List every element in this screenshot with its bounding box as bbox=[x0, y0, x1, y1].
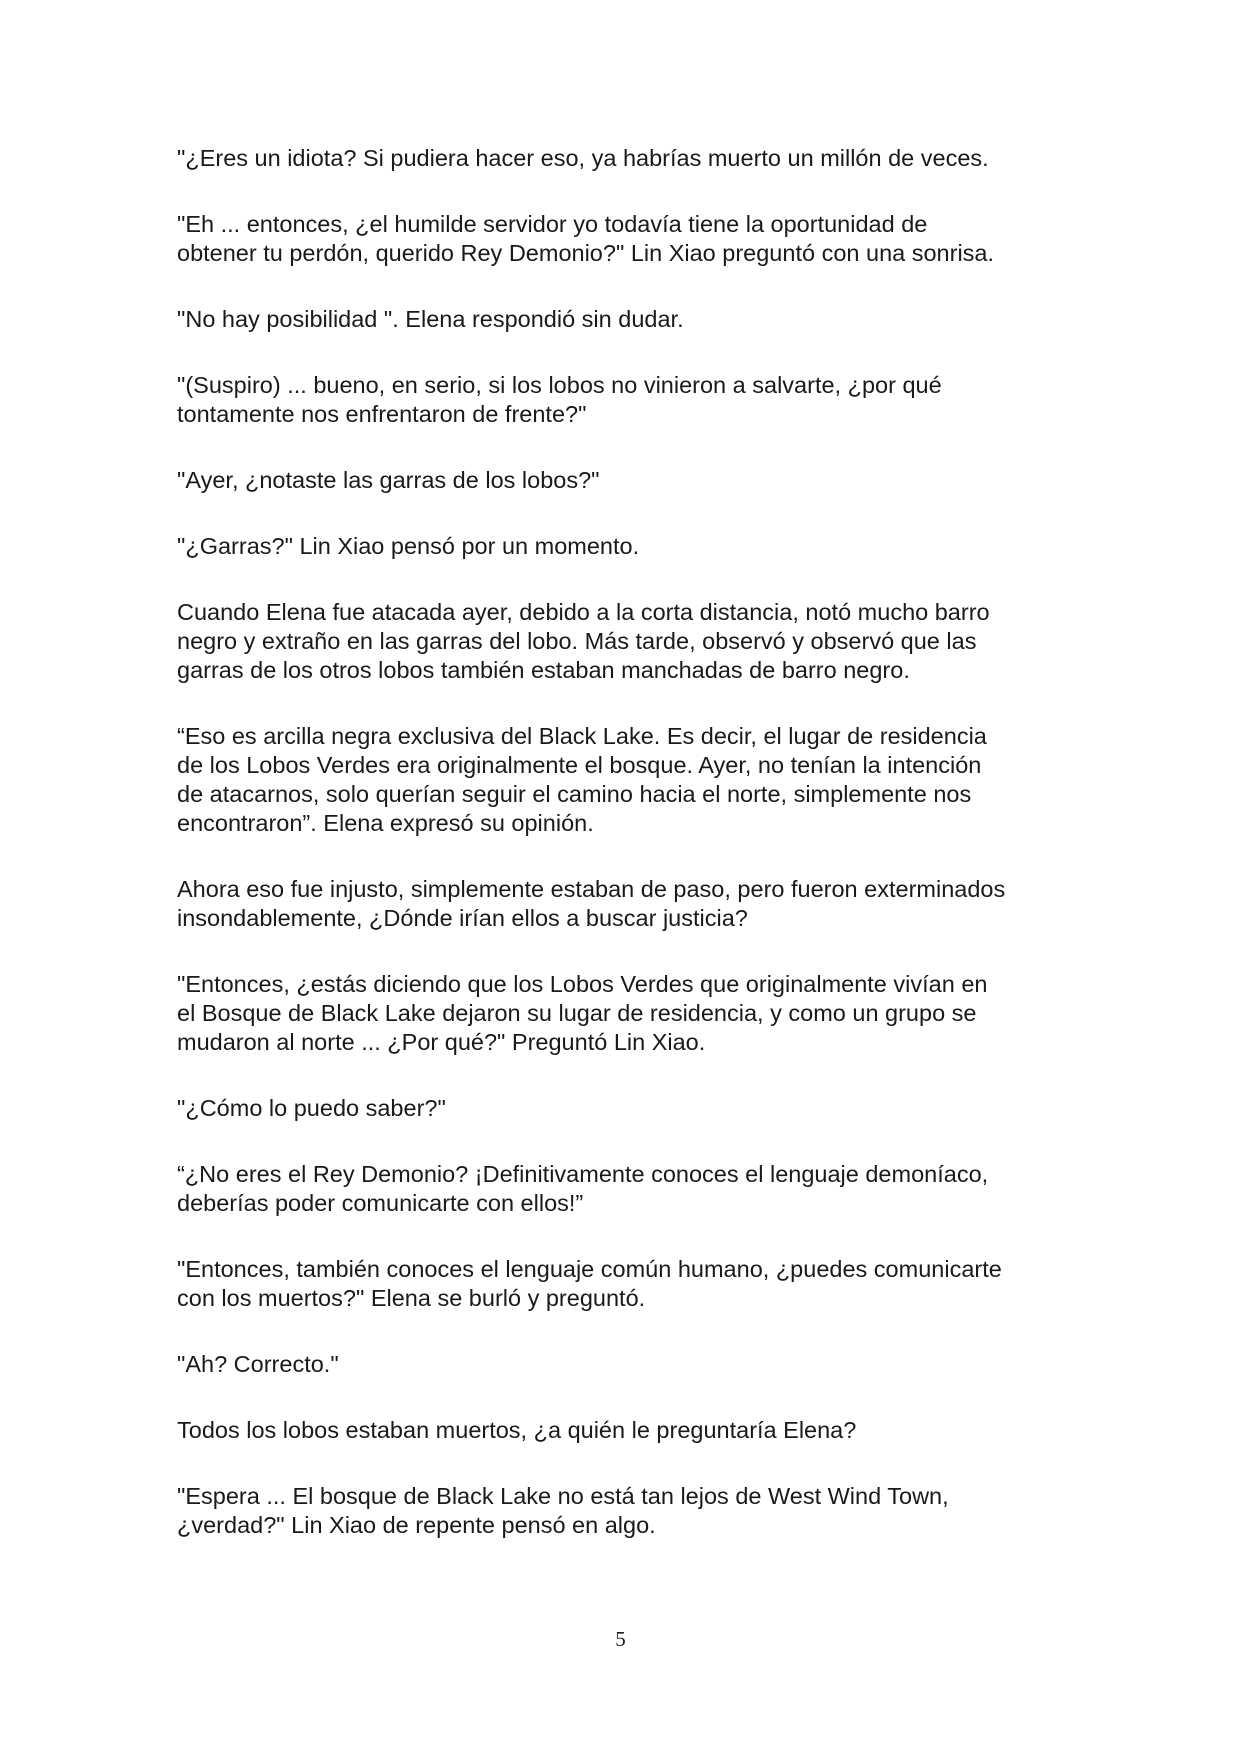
paragraph: Ahora eso fue injusto, simplemente estaban de paso, pero fueron exterminados insondablemente, ¿Dónde irían ellos a buscar justicia? bbox=[177, 876, 1006, 931]
paragraph: "Entonces, también conoces el lenguaje común humano, ¿puedes comunicarte con los muertos?" Elena se burló y preguntó. bbox=[177, 1256, 1002, 1311]
paragraph: "No hay posibilidad ". Elena respondió sin dudar. bbox=[177, 306, 684, 332]
page-number: 5 bbox=[615, 1627, 626, 1651]
paragraph: Cuando Elena fue atacada ayer, debido a la corta distancia, notó mucho barro negro y extraño en las garras del lobo. Más tarde, observó y observó que las garras de los otros lobos también estaban manchadas de barro negro. bbox=[177, 599, 990, 683]
paragraph: "(Suspiro) ... bueno, en serio, si los lobos no vinieron a salvarte, ¿por qué tontamente nos enfrentaron de frente?" bbox=[177, 372, 942, 427]
paragraph: “Eso es arcilla negra exclusiva del Black Lake. Es decir, el lugar de residencia de los Lobos Verdes era originalmente el bosque. Ayer, no tenían la intención de atacarnos, solo querían seguir el camino hacia el norte, simplemente nos encontraron”. Elena expresó su opinión. bbox=[177, 723, 987, 836]
paragraph: Todos los lobos estaban muertos, ¿a quién le preguntaría Elena? bbox=[177, 1417, 857, 1443]
paragraph: "¿Garras?" Lin Xiao pensó por un momento. bbox=[177, 533, 640, 559]
paragraph: "¿Cómo lo puedo saber?" bbox=[177, 1095, 446, 1121]
paragraph: "Ah? Correcto." bbox=[177, 1351, 339, 1377]
paragraph: "Entonces, ¿estás diciendo que los Lobos Verdes que originalmente vivían en el Bosque de Black Lake dejaron su lugar de residencia, y como un grupo se mudaron al norte ... ¿Por qué?" Preguntó Lin Xiao. bbox=[177, 971, 988, 1055]
paragraph: “¿No eres el Rey Demonio? ¡Definitivamente conoces el lenguaje demoníaco, deberías poder comunicarte con ellos!” bbox=[177, 1161, 989, 1216]
paragraph: "Eh ... entonces, ¿el humilde servidor yo todavía tiene la oportunidad de obtener tu perdón, querido Rey Demonio?" Lin Xiao preguntó con una sonrisa. bbox=[177, 211, 995, 266]
paragraph: "¿Eres un idiota? Si pudiera hacer eso, ya habrías muerto un millón de veces. bbox=[177, 145, 989, 171]
page-body bbox=[177, 144, 1077, 1577]
paragraph: "Espera ... El bosque de Black Lake no está tan lejos de West Wind Town, ¿verdad?" Lin Xiao de repente pensó en algo. bbox=[177, 1483, 949, 1538]
paragraph: "Ayer, ¿notaste las garras de los lobos?" bbox=[177, 467, 600, 493]
